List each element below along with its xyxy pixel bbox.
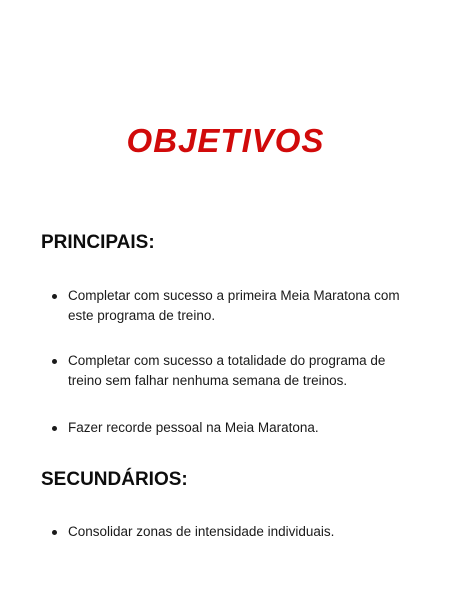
- page-title: OBJETIVOS: [126, 122, 325, 159]
- bullet-icon: [52, 426, 57, 431]
- list-item-text: Completar com sucesso a totalidade do programa de treino sem falhar nenhuma semana de treinos.: [68, 353, 386, 388]
- list-item: [52, 351, 422, 391]
- bullet-icon: [52, 359, 57, 364]
- section-heading-secundarios: SECUNDÁRIOS:: [41, 469, 188, 490]
- section-heading-principais: PRINCIPAIS:: [41, 232, 155, 253]
- bullet-icon: [52, 530, 57, 535]
- list-item: [52, 418, 422, 438]
- list-item-text: Completar com sucesso a primeira Meia Maratona com este programa de treino.: [68, 288, 400, 323]
- list-item-text: Consolidar zonas de intensidade individuais.: [68, 524, 335, 539]
- list-item: [52, 522, 422, 542]
- bullet-icon: [52, 294, 57, 299]
- list-item-text: Fazer recorde pessoal na Meia Maratona.: [68, 420, 319, 435]
- list-item: [52, 286, 422, 326]
